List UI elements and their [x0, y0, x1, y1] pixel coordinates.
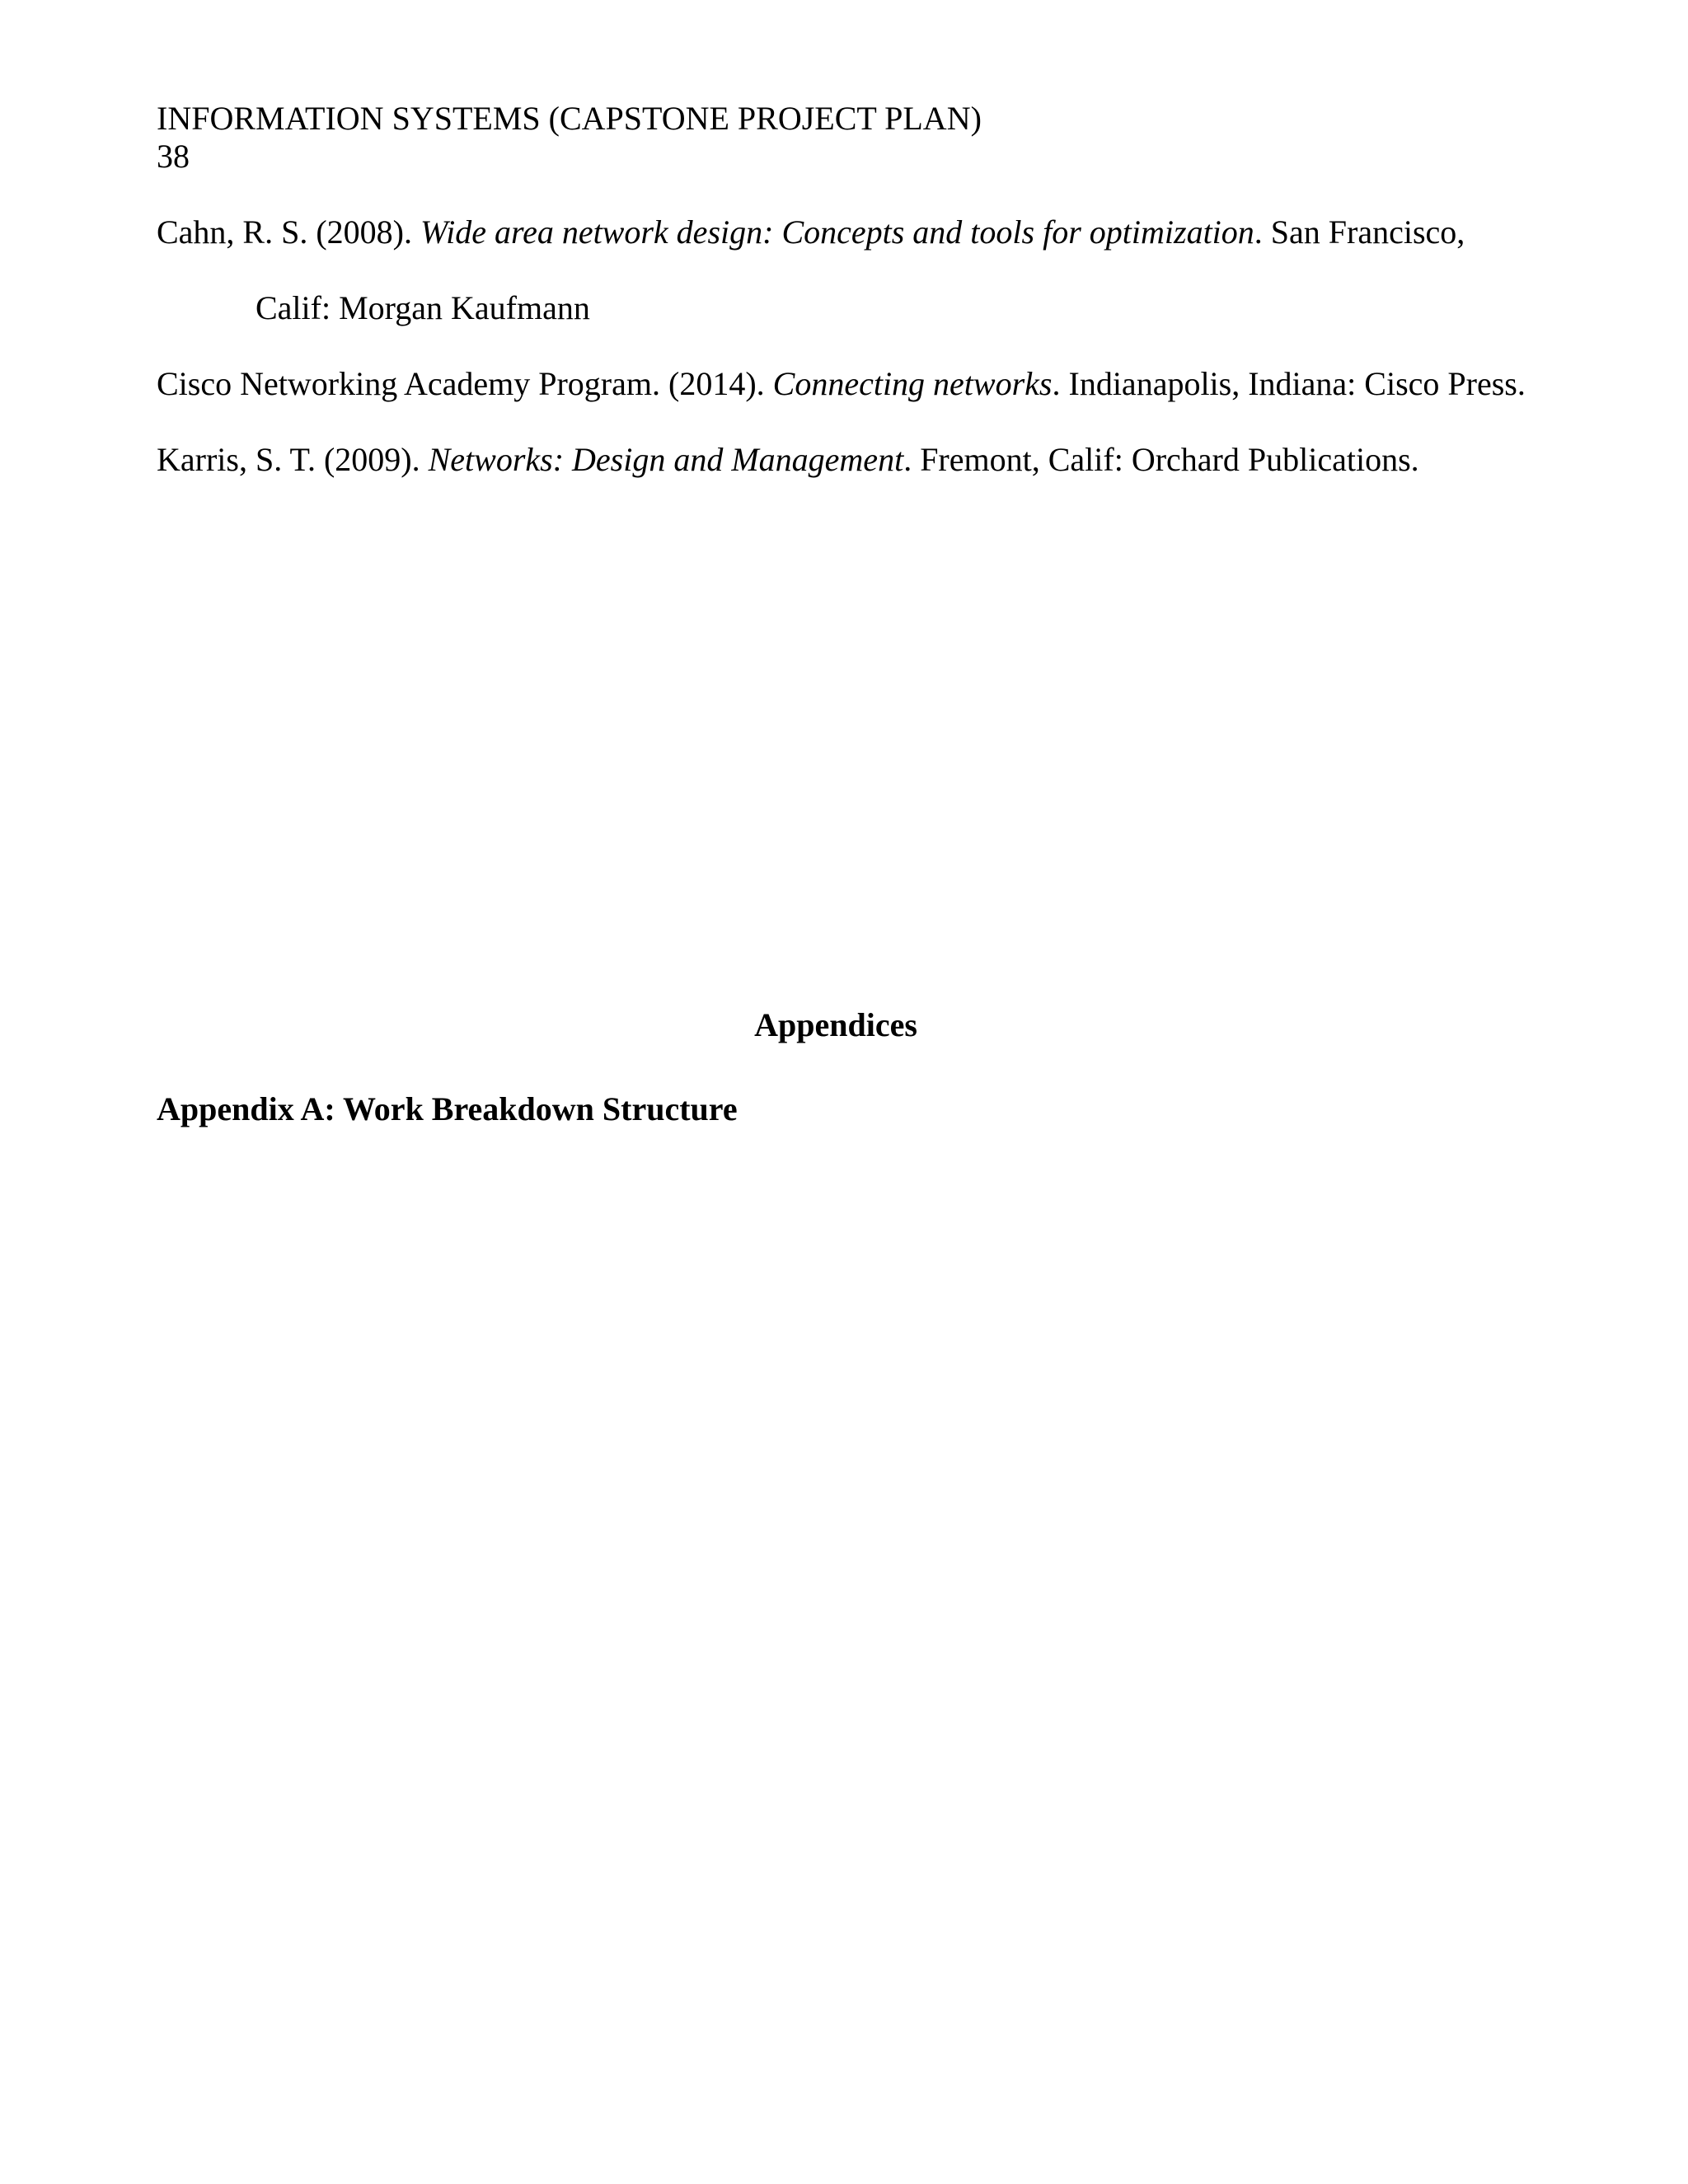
- reference-cahn-continuation: Calif: Morgan Kaufmann: [256, 289, 590, 326]
- reference-cahn-tail: . San Francisco,: [1254, 213, 1465, 251]
- reference-cisco-lead: Cisco Networking Academy Program. (2014).: [157, 365, 773, 402]
- reference-cahn: [157, 213, 1465, 252]
- reference-cisco: [157, 364, 1526, 404]
- reference-karris-lead: Karris, S. T. (2009).: [157, 441, 429, 478]
- appendix-a-heading: Appendix A: Work Breakdown Structure: [157, 1090, 738, 1127]
- reference-cisco-title: Connecting networks: [772, 365, 1053, 402]
- reference-karris: [157, 440, 1419, 480]
- reference-cahn-title: Wide area network design: Concepts and tools for optimization: [420, 213, 1254, 251]
- reference-cisco-tail: . Indianapolis, Indiana: Cisco Press.: [1052, 365, 1526, 402]
- reference-karris-tail: . Fremont, Calif: Orchard Publications.: [903, 441, 1419, 478]
- reference-cahn-lead: Cahn, R. S. (2008).: [157, 213, 420, 251]
- page-number: 38: [157, 138, 190, 175]
- reference-karris-title: Networks: Design and Management: [428, 441, 904, 478]
- appendices-heading: Appendices: [754, 1006, 917, 1043]
- running-head: INFORMATION SYSTEMS (CAPSTONE PROJECT PLAN): [157, 100, 982, 137]
